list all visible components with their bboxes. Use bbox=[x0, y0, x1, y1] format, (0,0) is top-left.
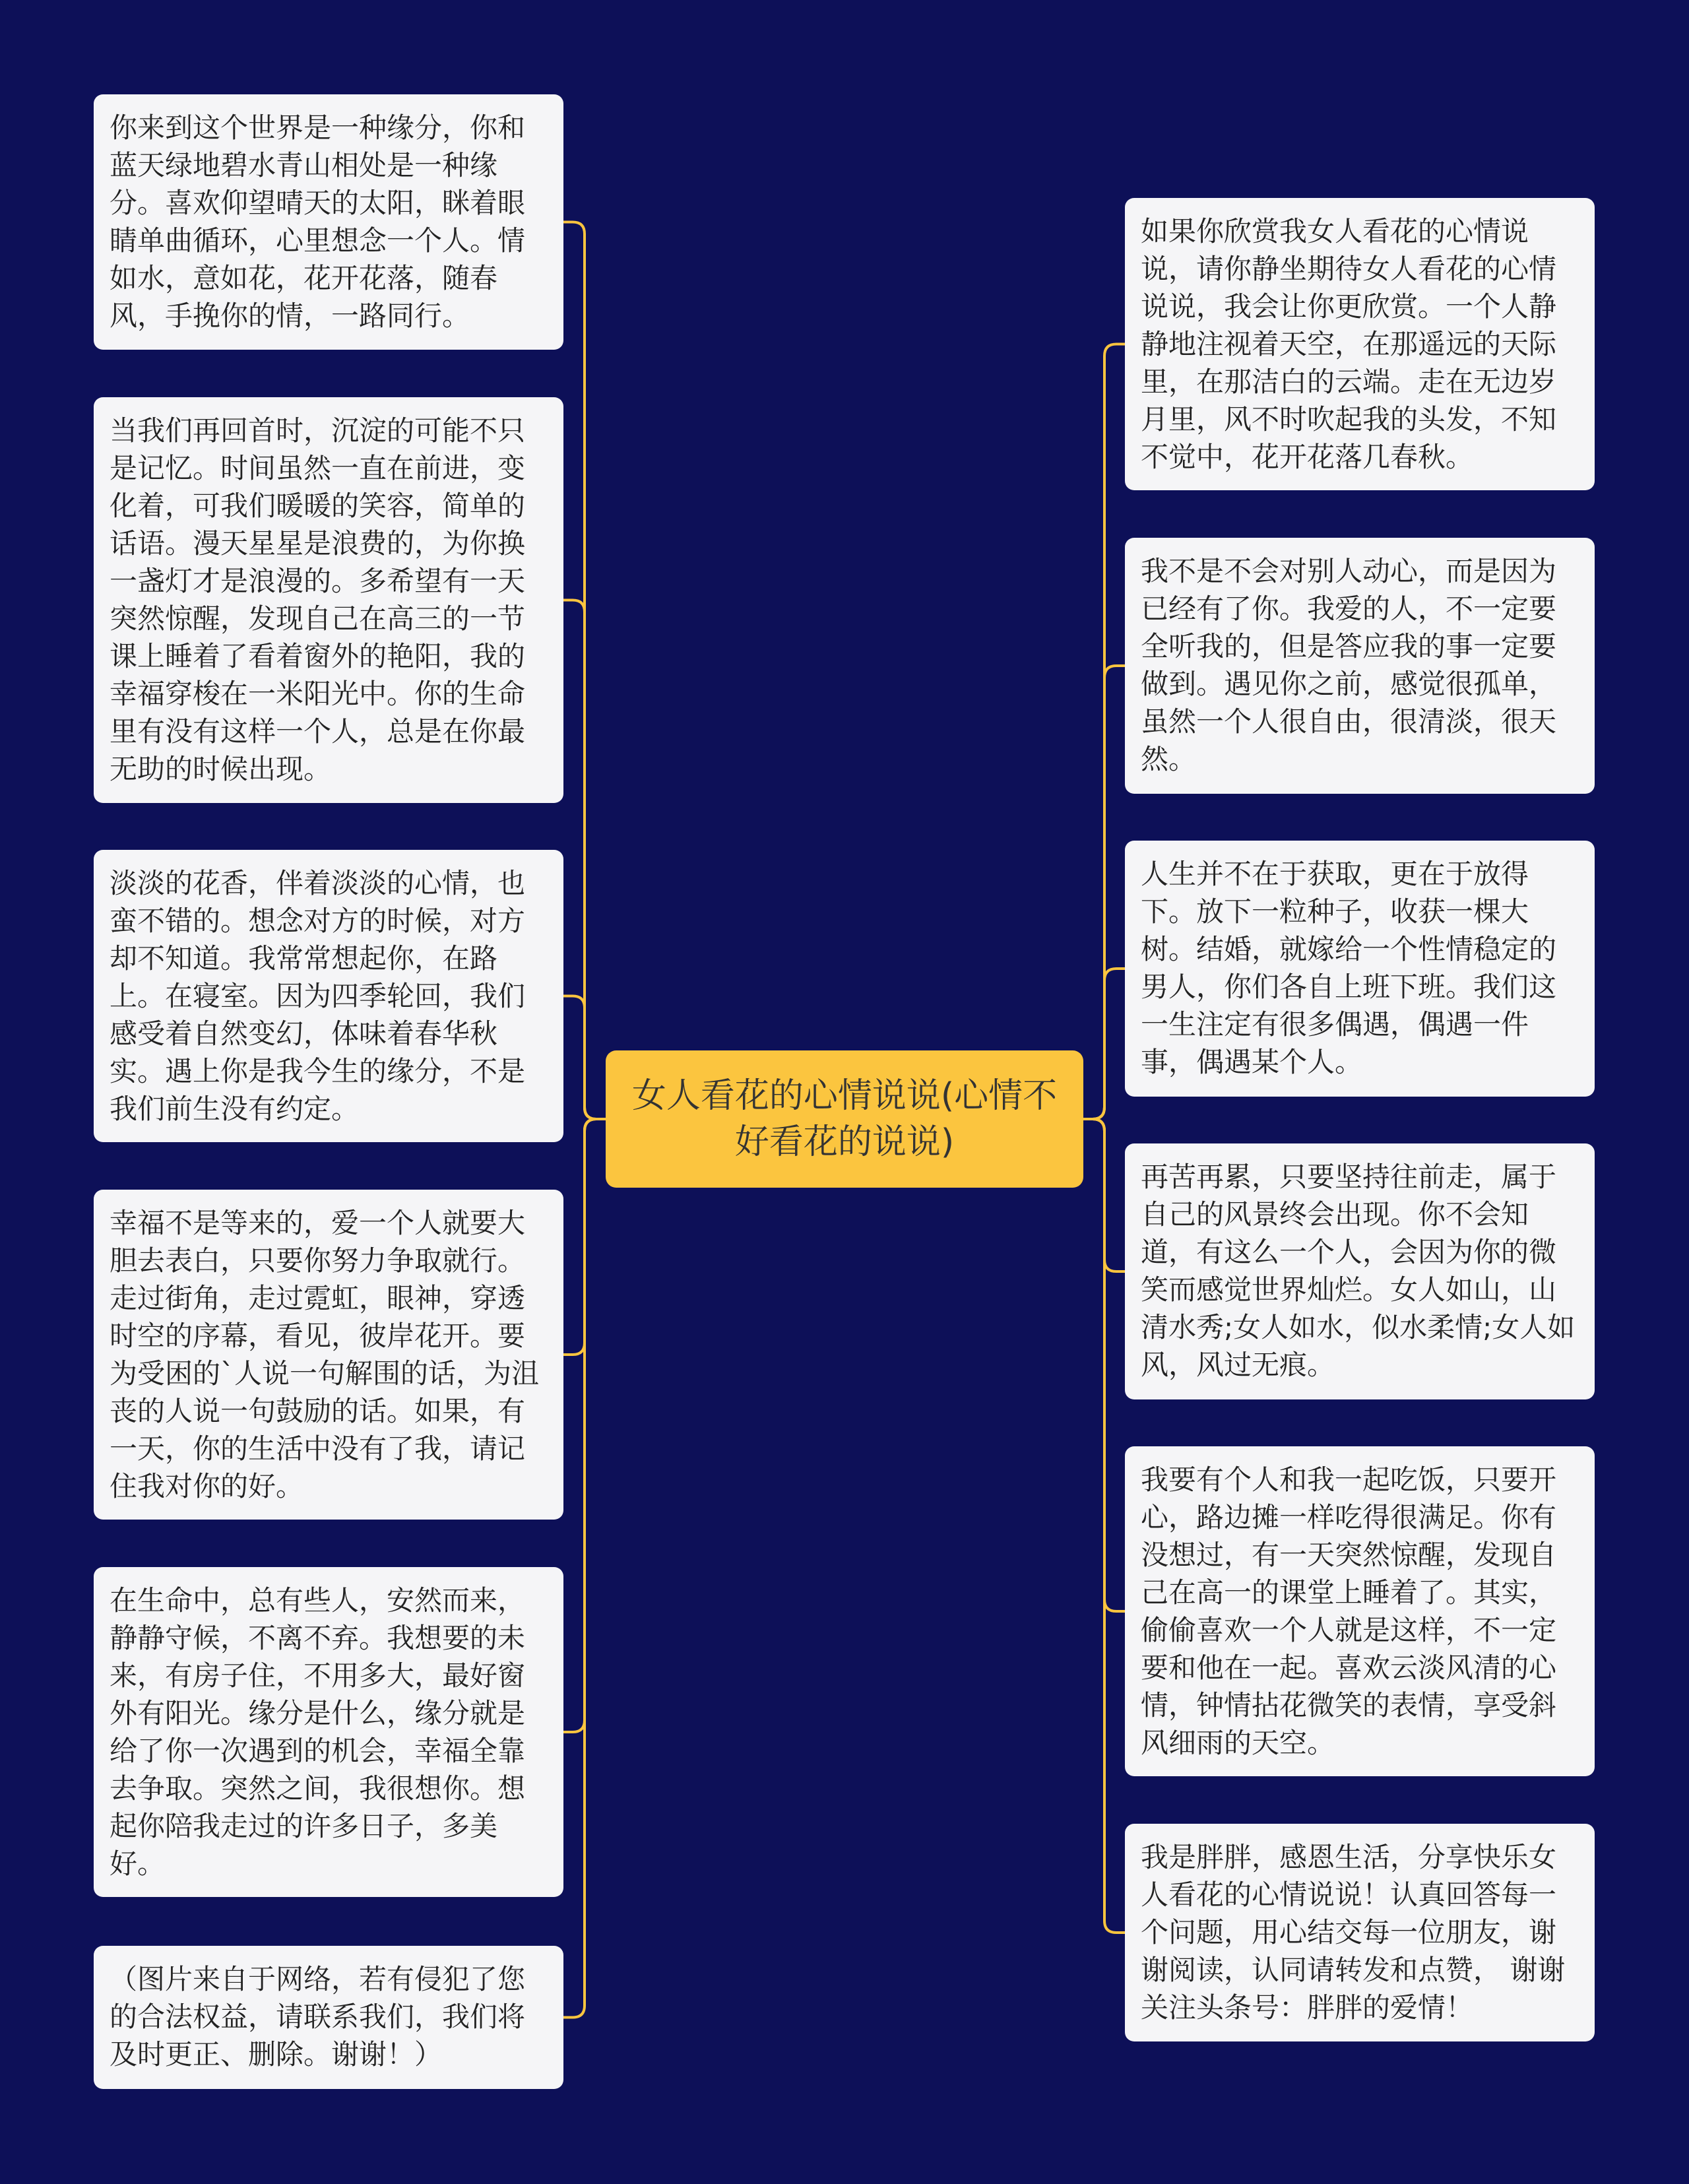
root-topic[interactable]: 女人看花的心情说说(心情不好看花的说说) bbox=[606, 1050, 1083, 1188]
right-topic-2[interactable]: 我不是不会对别人动心，而是因为已经有了你。我爱的人，不一定要全听我的，但是答应我的事一定要做到。遇见你之前，感觉很孤单，虽然一个人很自由，很清淡，很天然。 bbox=[1125, 538, 1595, 794]
right-topic-5[interactable]: 我要有个人和我一起吃饭，只要开心，路边摊一样吃得很满足。你有没想过，有一天突然惊醒，发现自己在高一的课堂上睡着了。其实，偷偷喜欢一个人就是这样，不一定要和他在一起。喜欢云淡风清的心情，钟情拈花微笑的表情，享受斜风细雨的天空。 bbox=[1125, 1446, 1595, 1776]
left-connector-6 bbox=[563, 1119, 606, 2018]
right-topic-6[interactable]: 我是胖胖，感恩生活，分享快乐女人看花的心情说说！认真回答每一个问题，用心结交每一位朋友，谢谢阅读，认同请转发和点赞， 谢谢关注头条号：胖胖的爱情！ bbox=[1125, 1824, 1595, 2041]
right-connector-3 bbox=[1083, 969, 1125, 1119]
left-topic-6[interactable]: （图片来自于网络，若有侵犯了您的合法权益，请联系我们，我们将及时更正、删除。谢谢！） bbox=[94, 1946, 563, 2089]
right-connector-6 bbox=[1083, 1119, 1125, 1933]
left-topic-2[interactable]: 当我们再回首时，沉淀的可能不只是记忆。时间虽然一直在前进，变化着，可我们暖暖的笑容，简单的话语。漫天星星是浪费的，为你换一盏灯才是浪漫的。多希望有一天突然惊醒，发现自己在高三的一节课上睡着了看着窗外的艳阳，我的幸福穿梭在一米阳光中。你的生命里有没有这样一个人，总是在你最无助的时候出现。 bbox=[94, 397, 563, 803]
left-topic-1[interactable]: 你来到这个世界是一种缘分，你和蓝天绿地碧水青山相处是一种缘分。喜欢仰望晴天的太阳，眯着眼睛单曲循环，心里想念一个人。情如水，意如花，花开花落，随春风，手挽你的情，一路同行。 bbox=[94, 94, 563, 350]
left-topic-4[interactable]: 幸福不是等来的，爱一个人就要大胆去表白，只要你努力争取就行。走过街角，走过霓虹，眼神，穿透时空的序幕，看见，彼岸花开。要为受困的`人说一句解围的话，为沮丧的人说一句鼓励的话。如果，有一天，你的生活中没有了我，请记住我对你的好。 bbox=[94, 1190, 563, 1520]
left-connector-3 bbox=[563, 996, 606, 1120]
right-topic-3[interactable]: 人生并不在于获取，更在于放得下。放下一粒种子，收获一棵大树。结婚，就嫁给一个性情稳定的男人，你们各自上班下班。我们这一生注定有很多偶遇，偶遇一件事，偶遇某个人。 bbox=[1125, 841, 1595, 1097]
right-topic-1[interactable]: 如果你欣赏我女人看花的心情说说，请你静坐期待女人看花的心情说说，我会让你更欣赏。一个人静静地注视着天空，在那遥远的天际里，在那洁白的云端。走在无边岁月里，风不时吹起我的头发，不知不觉中，花开花落几春秋。 bbox=[1125, 198, 1595, 490]
left-topic-3[interactable]: 淡淡的花香，伴着淡淡的心情，也蛮不错的。想念对方的时候，对方却不知道。我常常想起你，在路上。在寝室。因为四季轮回，我们感受着自然变幻，体味着春华秋实。遇上你是我今生的缘分，不是我们前生没有约定。 bbox=[94, 850, 563, 1142]
right-topic-4[interactable]: 再苦再累，只要坚持往前走，属于自己的风景终会出现。你不会知道，有这么一个人，会因为你的微笑而感觉世界灿烂。女人如山，山清水秀;女人如水，似水柔情;女人如风，风过无痕。 bbox=[1125, 1143, 1595, 1399]
left-topic-5[interactable]: 在生命中，总有些人，安然而来，静静守候，不离不弃。我想要的未来，有房子住，不用多大，最好窗外有阳光。缘分是什么，缘分就是给了你一次遇到的机会，幸福全靠去争取。突然之间，我很想你。想起你陪我走过的许多日子，多美好。 bbox=[94, 1567, 563, 1897]
